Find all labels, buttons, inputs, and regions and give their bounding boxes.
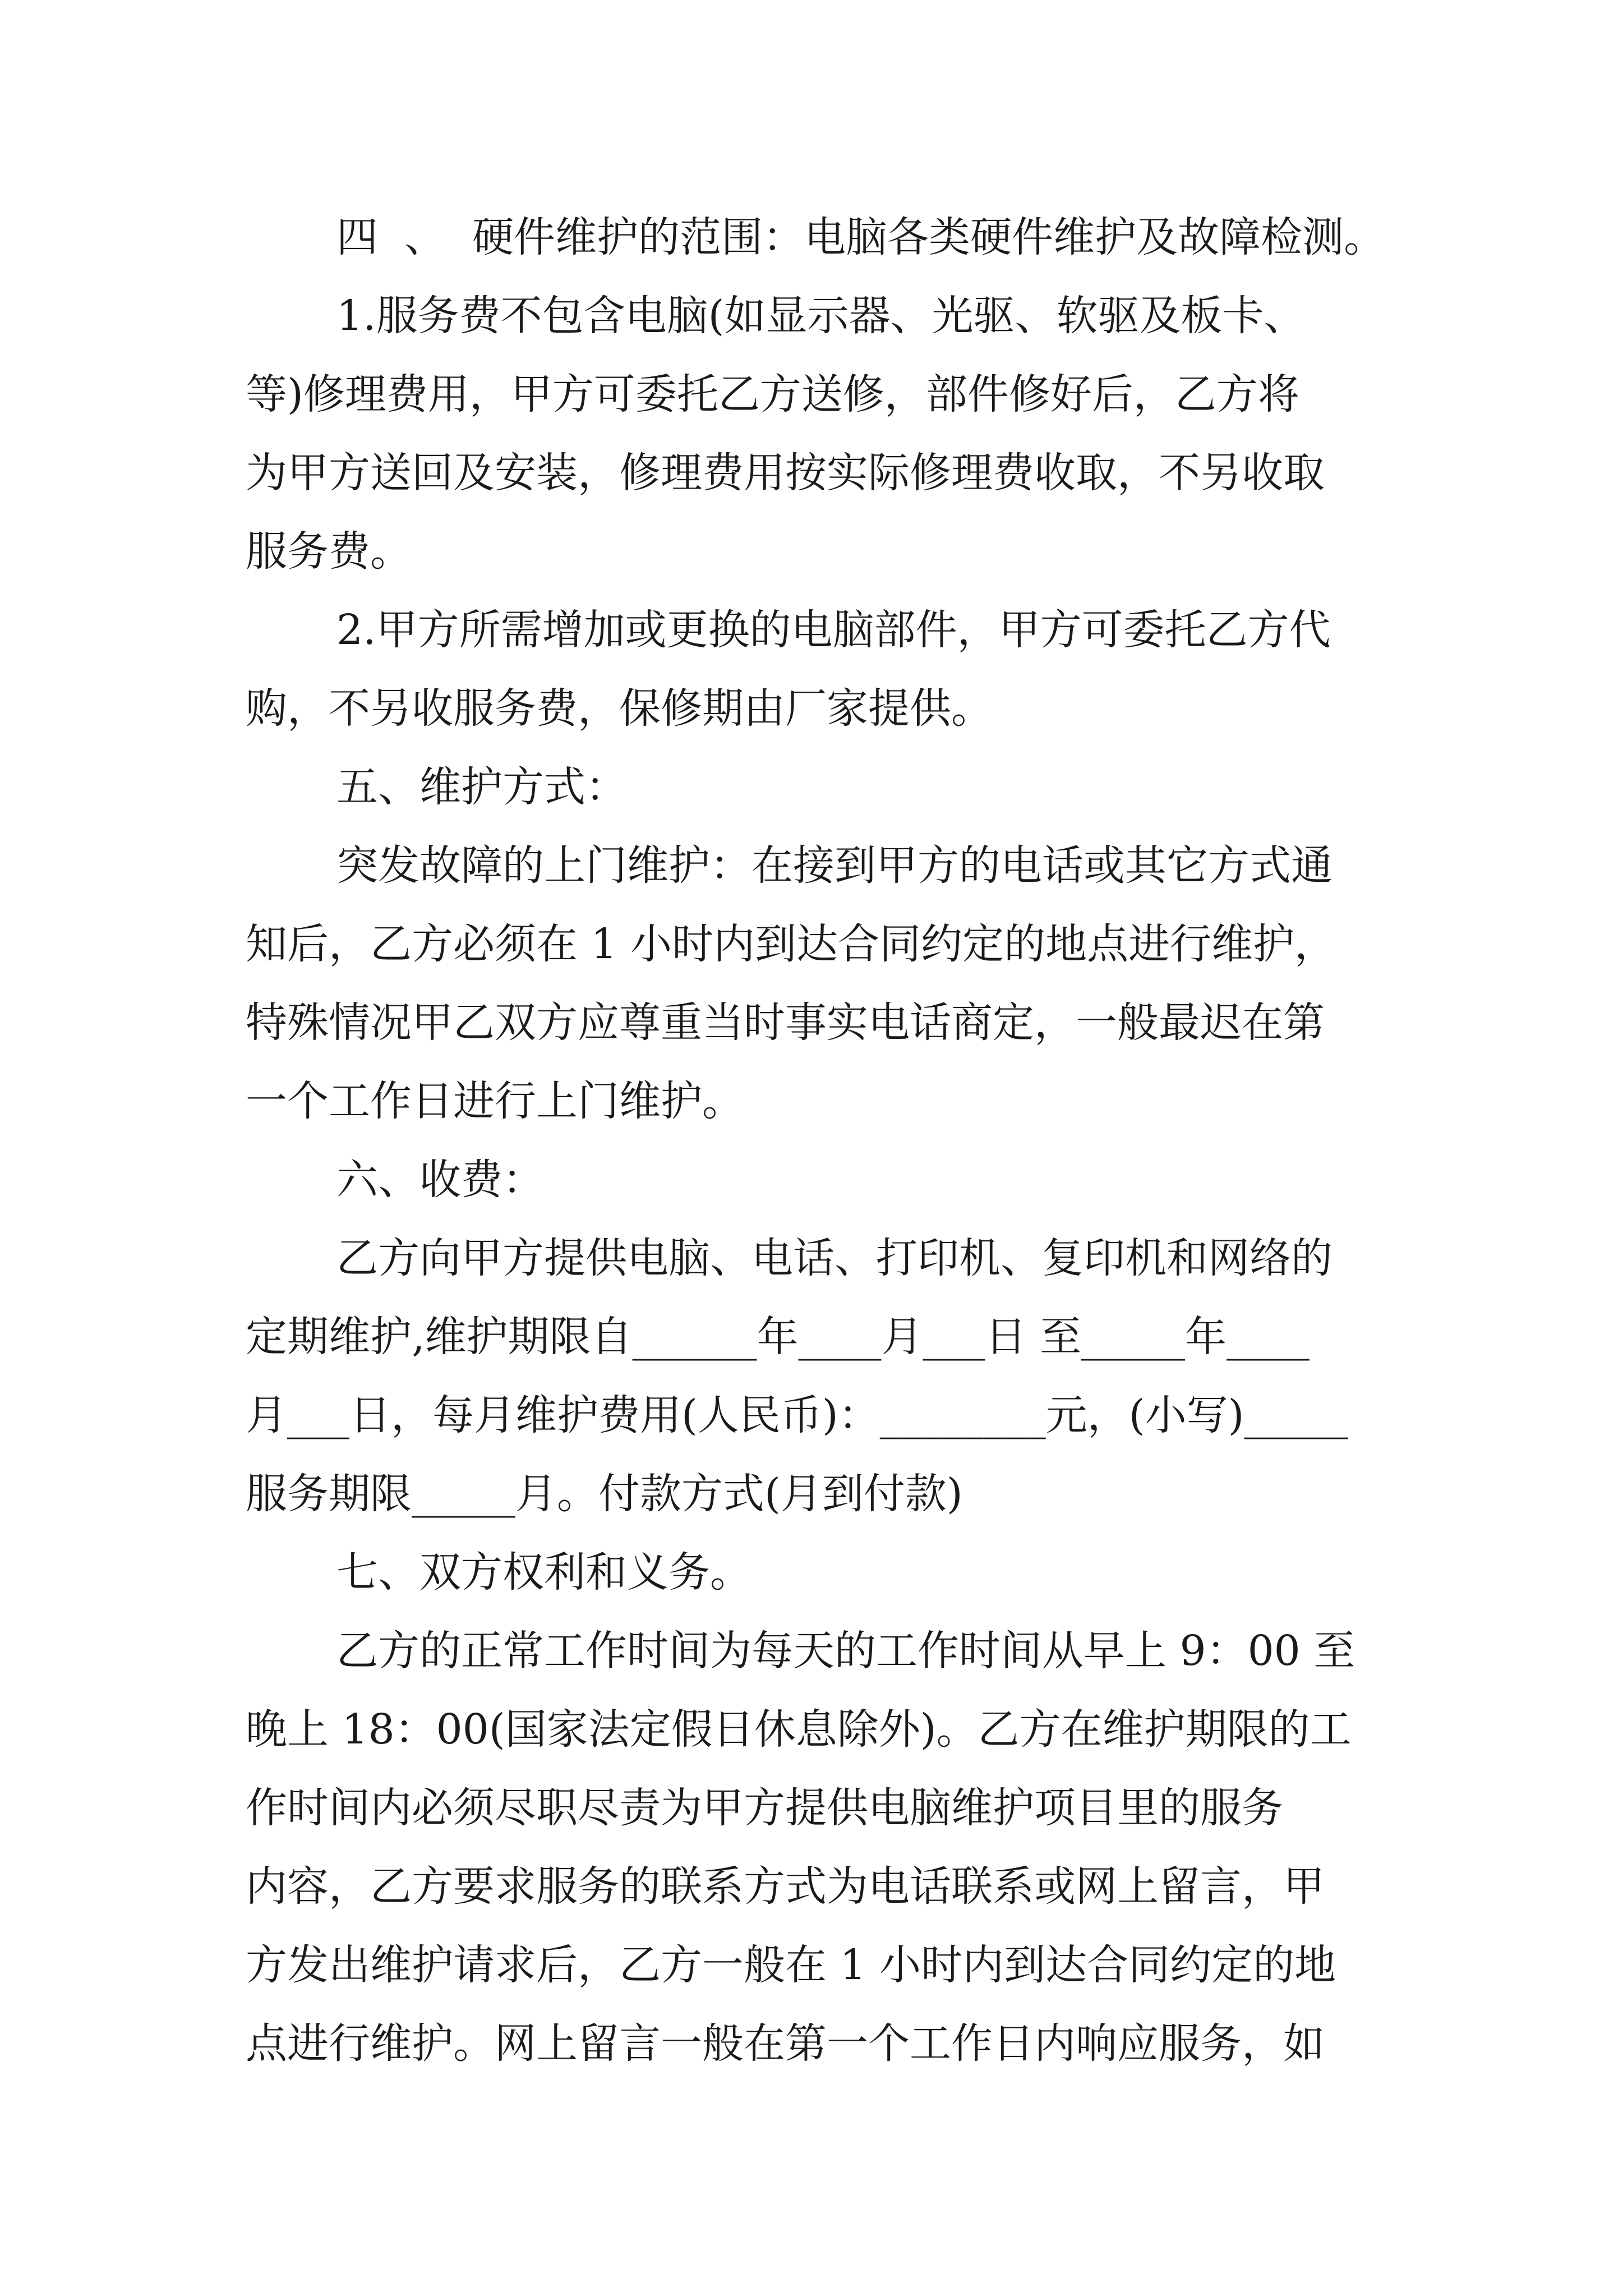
section-5-para-line-1: 突发故障的上门维护：在接到甲方的电话或其它方式通: [336, 841, 1332, 890]
clause-4-1-line-4: 服务费。: [246, 527, 412, 576]
section-7-para-line-3: 作时间内必须尽职尽责为甲方提供电脑维护项目里的服务: [246, 1784, 1283, 1832]
section-5-para-line-3: 特殊情况甲乙双方应尊重当时事实电话商定，一般最迟在第: [246, 999, 1325, 1047]
section-6-para-line-4: 服务期限_____月。付款方式(月到付款): [246, 1470, 963, 1518]
section-6-para-line-3: 月___日，每月维护费用(人民币)：________元，(小写)_____: [246, 1391, 1348, 1439]
section-7-para-line-5: 方发出维护请求后，乙方一般在 1 小时内到达合同约定的地: [246, 1941, 1336, 1989]
clause-4-1-line-2: 等)修理费用，甲方可委托乙方送修，部件修好后，乙方将: [246, 370, 1299, 418]
section-6-para-line-1: 乙方向甲方提供电脑、电话、打印机、复印机和网络的: [336, 1234, 1332, 1282]
section-7-para-line-6: 点进行维护。网上留言一般在第一个工作日内响应服务，如: [246, 2019, 1325, 2068]
section-5-para-line-4: 一个工作日进行上门维护。: [246, 1077, 744, 1125]
section-7-para-line-2: 晚上 18：00(国家法定假日休息除外)。乙方在维护期限的工: [246, 1705, 1352, 1754]
section-5-para-line-2: 知后，乙方必须在 1 小时内到达合同约定的地点进行维护，: [246, 920, 1336, 968]
section-7-para-line-1: 乙方的正常工作时间为每天的工作时间从早上 9：00 至: [336, 1627, 1355, 1675]
section-7-para-line-4: 内容，乙方要求服务的联系方式为电话联系或网上留言，甲: [246, 1862, 1325, 1911]
section-4-heading: 四 、 硬件维护的范围：电脑各类硬件维护及故障检测。: [336, 213, 1386, 261]
clause-4-1-line-3: 为甲方送回及安装，修理费用按实际修理费收取，不另收取: [246, 449, 1325, 497]
clause-4-2-line-1: 2.甲方所需增加或更换的电脑部件，甲方可委托乙方代: [336, 606, 1331, 654]
clause-4-1-line-1: 1.服务费不包含电脑(如显示器、光驱、软驱及板卡、: [336, 292, 1306, 340]
section-6-heading: 六、收费：: [336, 1156, 544, 1204]
clause-4-2-line-2: 购，不另收服务费，保修期由厂家提供。: [246, 684, 993, 733]
section-7-heading: 七、双方权利和义务。: [336, 1548, 751, 1596]
section-5-heading: 五、维护方式：: [336, 763, 627, 811]
section-6-para-line-2: 定期维护,维护期限自______年____月___日 至_____年____: [246, 1313, 1310, 1361]
